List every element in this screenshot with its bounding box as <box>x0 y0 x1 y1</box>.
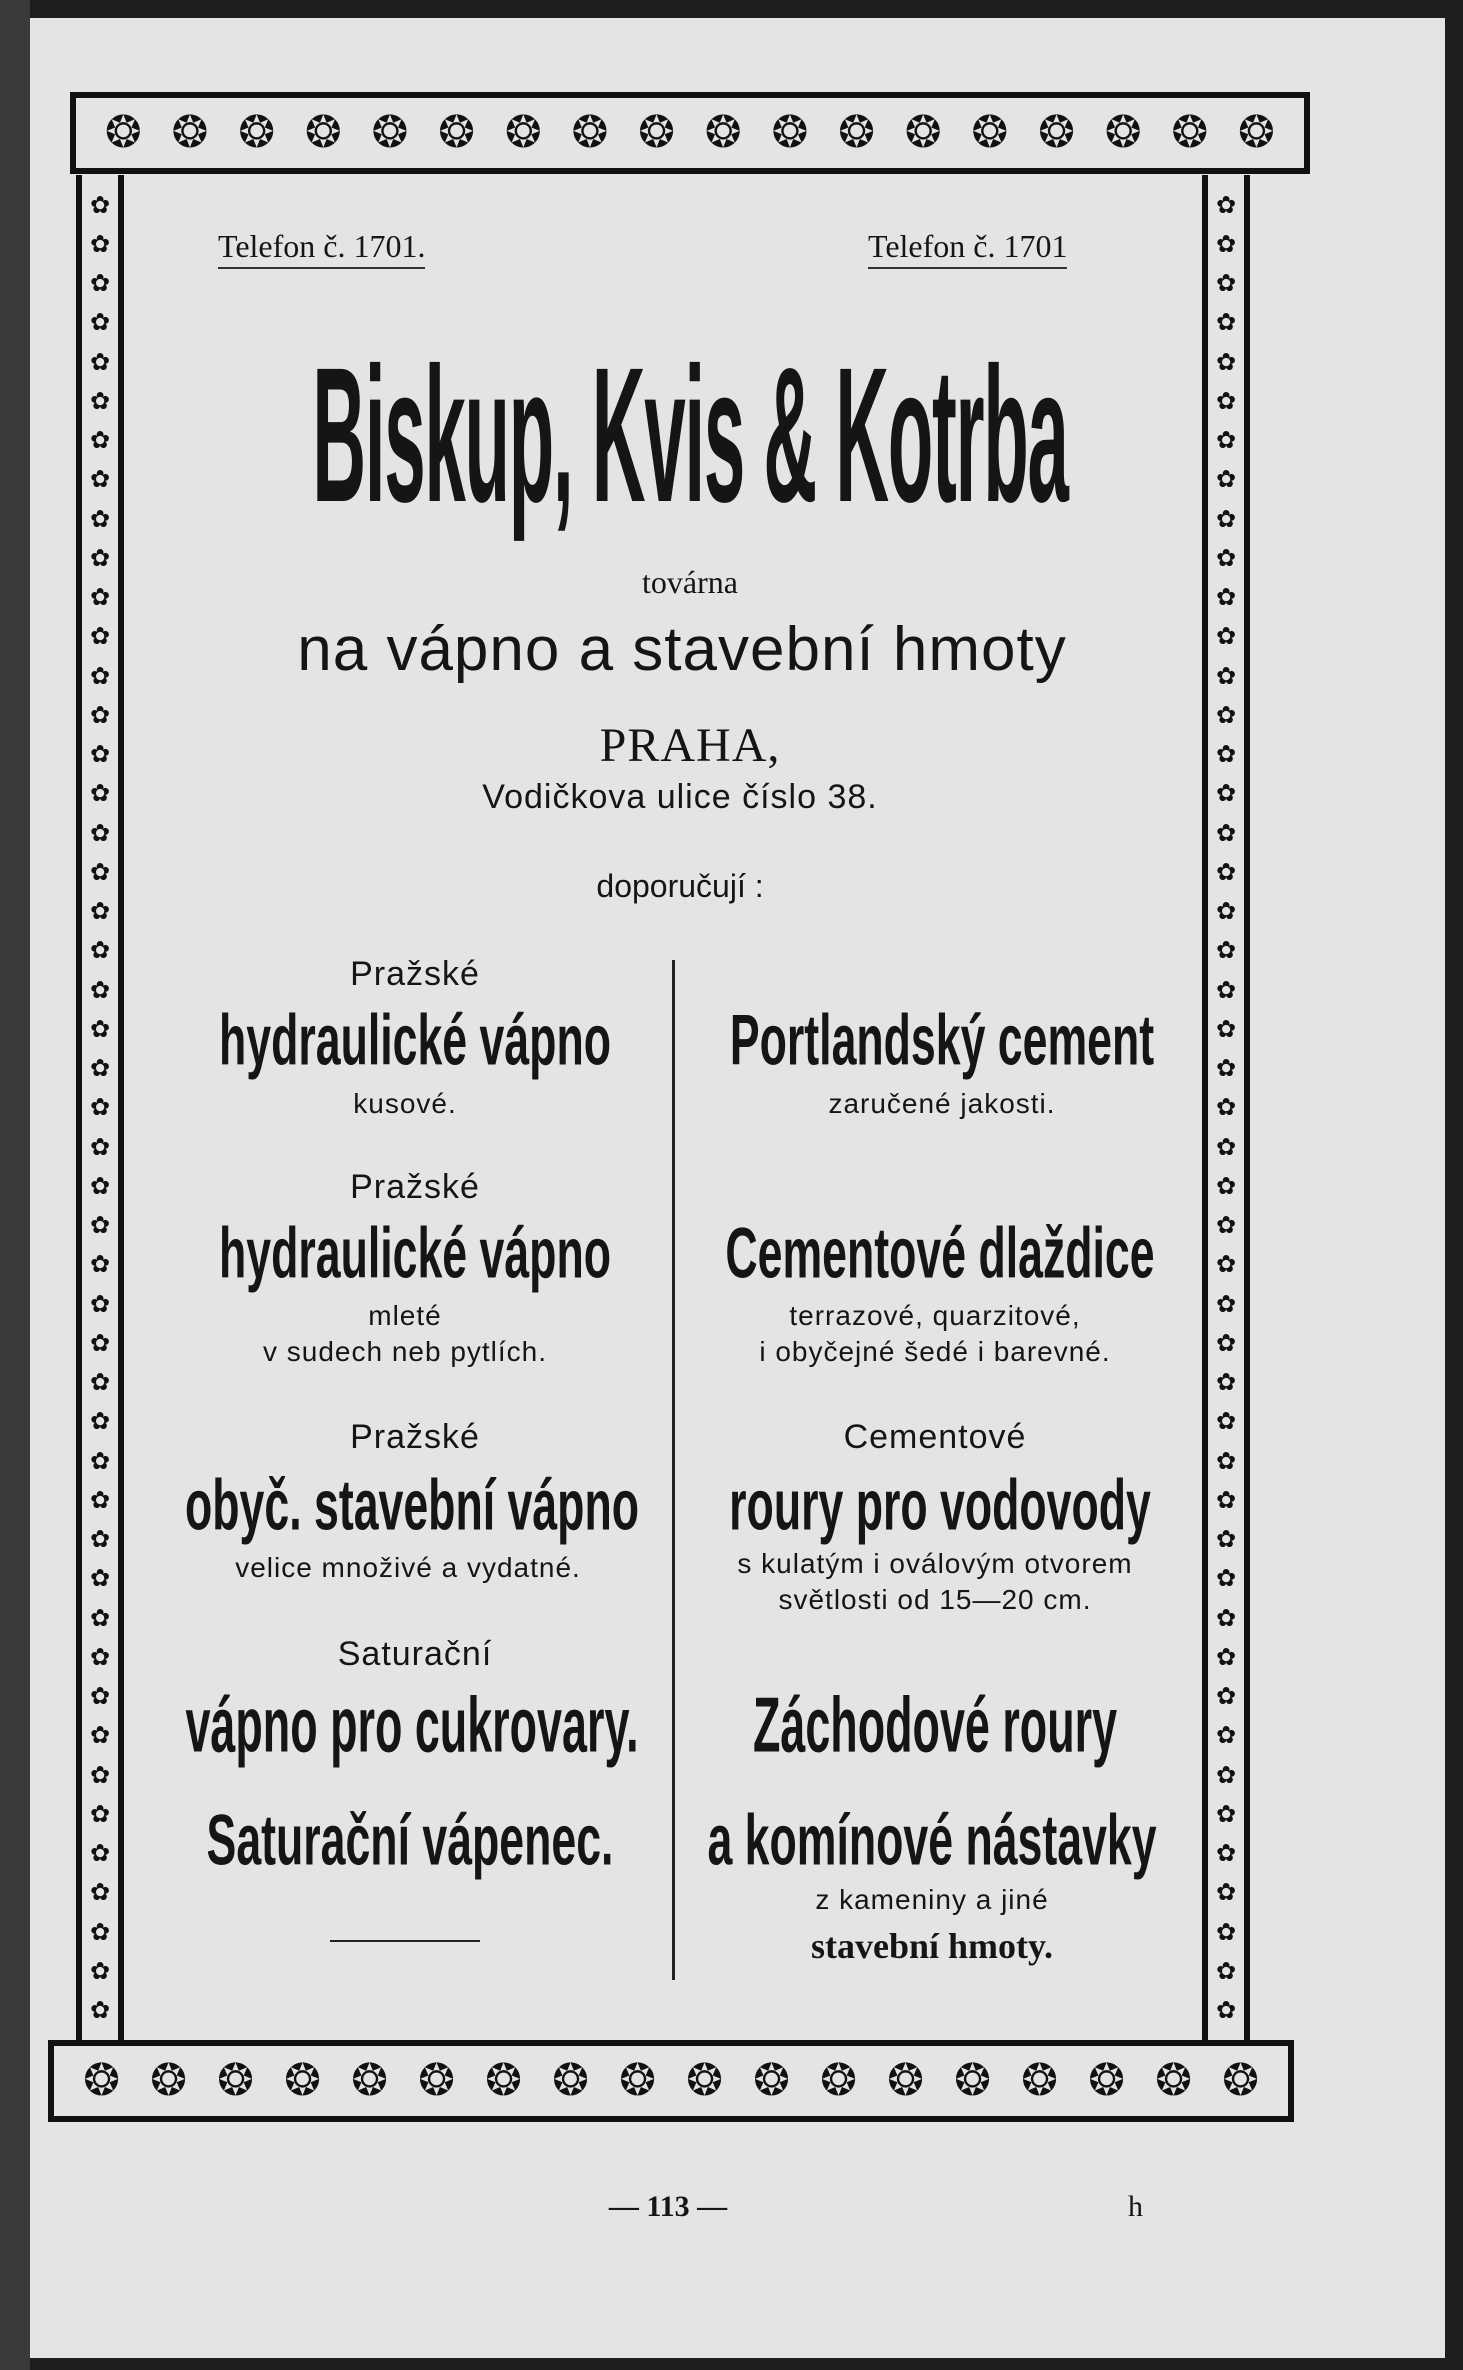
flower-icon: ✿ <box>89 190 111 219</box>
flower-icon: ✿ <box>89 229 111 258</box>
flower-icon: ✿ <box>89 1682 111 1711</box>
flower-icon: ✿ <box>1215 1054 1237 1083</box>
flower-icon: ✿ <box>89 1211 111 1240</box>
flower-icon: ✿ <box>1215 465 1237 494</box>
flower-icon: ✿ <box>89 622 111 651</box>
left-item-2-note: mleté <box>368 1300 442 1331</box>
left-item-2-pre: Pražské <box>350 1168 480 1206</box>
flower-icon: ✿ <box>1215 700 1237 729</box>
flower-icon: ✿ <box>1215 543 1237 572</box>
right-item-2-note: terrazové, quarzitové, <box>789 1300 1081 1331</box>
flower-icon: ✿ <box>1215 622 1237 651</box>
flower-icon: ✿ <box>1215 426 1237 455</box>
flower-icon: ✿ <box>89 583 111 612</box>
flower-icon: ✿ <box>89 543 111 572</box>
rosette-icon: ❂ <box>351 2055 388 2106</box>
left-rule <box>330 1940 480 1942</box>
flower-icon: ✿ <box>1215 661 1237 690</box>
flower-icon: ✿ <box>89 504 111 533</box>
flower-icon: ✿ <box>89 1799 111 1828</box>
flower-icon: ✿ <box>1215 1721 1237 1750</box>
flower-icon: ✿ <box>89 347 111 376</box>
rosette-icon: ❂ <box>619 2055 656 2106</box>
flower-icon: ✿ <box>1215 190 1237 219</box>
rosette-icon: ❂ <box>552 2055 589 2106</box>
rosette-icon: ❂ <box>217 2055 254 2106</box>
flower-icon: ✿ <box>89 1054 111 1083</box>
flower-icon: ✿ <box>1215 1996 1237 2025</box>
bottom-ornament-band <box>48 2040 1294 2122</box>
rosette-icon: ❂ <box>820 2055 857 2106</box>
rosette-icon: ❂ <box>686 2055 723 2106</box>
flower-icon: ✿ <box>89 779 111 808</box>
rosette-icon: ❂ <box>838 107 875 158</box>
rosette-icon: ❂ <box>887 2055 924 2106</box>
flower-icon: ✿ <box>1215 1132 1237 1161</box>
flower-icon: ✿ <box>89 1368 111 1397</box>
left-item-5-title: Saturační vápenec. <box>206 1801 614 1881</box>
flower-icon: ✿ <box>89 1642 111 1671</box>
right-item-1-title: Portlandský cement <box>729 1001 1155 1081</box>
rosette-icon: ❂ <box>1238 107 1275 158</box>
rosette-icon: ❂ <box>1104 107 1142 158</box>
top-ornament-band <box>70 92 1310 174</box>
rosette-icon: ❂ <box>438 107 476 158</box>
flower-icon: ✿ <box>1215 1525 1237 1554</box>
flower-icon: ✿ <box>1215 269 1237 298</box>
flower-icon: ✿ <box>89 1760 111 1789</box>
rosette-icon: ❂ <box>571 107 609 158</box>
rosette-icon: ❂ <box>704 107 742 158</box>
left-item-2-note2: v sudech neb pytlích. <box>262 1336 548 1367</box>
rosette-icon: ❂ <box>1171 107 1209 158</box>
rosette-icon: ❂ <box>1038 107 1075 158</box>
rosette-icon: ❂ <box>83 2055 120 2106</box>
flower-icon: ✿ <box>1215 1603 1237 1632</box>
flower-icon: ✿ <box>1215 1642 1237 1671</box>
rosette-icon: ❂ <box>485 2055 522 2106</box>
flower-icon: ✿ <box>89 1603 111 1632</box>
rosette-icon: ❂ <box>171 107 209 158</box>
flower-icon: ✿ <box>89 465 111 494</box>
flower-icon: ✿ <box>1215 229 1237 258</box>
rosette-icon: ❂ <box>104 107 142 158</box>
flower-icon: ✿ <box>89 818 111 847</box>
flower-icon: ✿ <box>1215 1211 1237 1240</box>
left-ornament-column <box>76 175 124 2040</box>
rosette-icon: ❂ <box>971 107 1009 158</box>
flower-icon: ✿ <box>1215 1328 1237 1357</box>
right-item-2-note2: i obyčejné šedé i barevné. <box>759 1336 1111 1367</box>
rosette-icon: ❂ <box>1021 2055 1058 2106</box>
flower-icon: ✿ <box>1215 1407 1237 1436</box>
flower-icon: ✿ <box>1215 1485 1237 1514</box>
left-item-4-pre: Saturační <box>337 1635 493 1673</box>
flower-icon: ✿ <box>1215 740 1237 769</box>
right-item-3-pre: Cementové <box>843 1418 1027 1456</box>
rosette-icon: ❂ <box>371 107 409 158</box>
rosette-icon: ❂ <box>753 2055 790 2106</box>
company-address: Vodičkova ulice číslo 38. <box>482 778 878 816</box>
rosette-icon: ❂ <box>954 2055 991 2106</box>
rosette-icon: ❂ <box>284 2055 321 2106</box>
rosette-icon: ❂ <box>418 2055 455 2106</box>
flower-icon: ✿ <box>89 936 111 965</box>
flower-icon: ✿ <box>1215 975 1237 1004</box>
flower-icon: ✿ <box>89 1485 111 1514</box>
flower-icon: ✿ <box>1215 936 1237 965</box>
flower-icon: ✿ <box>1215 583 1237 612</box>
flower-icon: ✿ <box>1215 1564 1237 1593</box>
rosette-icon: ❂ <box>904 107 942 158</box>
flower-icon: ✿ <box>1215 1839 1237 1868</box>
right-item-3-title: roury pro vodovody <box>729 1466 1151 1546</box>
left-item-3-pre: Pražské <box>350 1418 480 1456</box>
flower-icon: ✿ <box>89 1093 111 1122</box>
rosette-icon: ❂ <box>638 107 676 158</box>
rosette-icon: ❂ <box>504 107 542 158</box>
rosette-icon: ❂ <box>1222 2055 1259 2106</box>
flower-icon: ✿ <box>89 661 111 690</box>
company-city: PRAHA, <box>599 719 781 772</box>
flower-icon: ✿ <box>1215 1289 1237 1318</box>
flower-icon: ✿ <box>1215 818 1237 847</box>
flower-icon: ✿ <box>89 1014 111 1043</box>
rosette-icon: ❂ <box>1088 2055 1125 2106</box>
column-divider <box>672 960 675 1980</box>
flower-icon: ✿ <box>1215 1799 1237 1828</box>
flower-icon: ✿ <box>1215 1368 1237 1397</box>
flower-icon: ✿ <box>89 975 111 1004</box>
flower-icon: ✿ <box>89 1446 111 1475</box>
rosette-icon: ❂ <box>238 107 276 158</box>
flower-icon: ✿ <box>89 269 111 298</box>
left-item-2-title: hydraulické vápno <box>219 1214 611 1294</box>
phone-left: Telefon č. 1701. <box>218 228 425 269</box>
flower-icon: ✿ <box>89 1721 111 1750</box>
phone-right: Telefon č. 1701 <box>868 228 1067 269</box>
page-number: — 113 — <box>608 2190 728 2223</box>
right-item-5-note: z kameniny a jiné <box>815 1884 1049 1915</box>
flower-icon: ✿ <box>1215 1760 1237 1789</box>
flower-icon: ✿ <box>89 700 111 729</box>
rosette-icon: ❂ <box>150 2055 187 2106</box>
flower-icon: ✿ <box>1215 1171 1237 1200</box>
right-item-3-note: s kulatým i oválovým otvorem <box>737 1548 1133 1579</box>
flower-icon: ✿ <box>1215 347 1237 376</box>
flower-icon: ✿ <box>89 308 111 337</box>
flower-icon: ✿ <box>89 1525 111 1554</box>
flower-icon: ✿ <box>1215 1014 1237 1043</box>
flower-icon: ✿ <box>89 1250 111 1279</box>
flower-icon: ✿ <box>1215 897 1237 926</box>
flower-icon: ✿ <box>89 897 111 926</box>
flower-icon: ✿ <box>1215 1250 1237 1279</box>
flower-icon: ✿ <box>89 426 111 455</box>
flower-icon: ✿ <box>1215 1446 1237 1475</box>
flower-icon: ✿ <box>1215 1956 1237 1985</box>
right-item-5-title: a komínové nástavky <box>707 1801 1157 1881</box>
right-item-3-note2: světlosti od 15—20 cm. <box>778 1584 1092 1615</box>
flower-icon: ✿ <box>89 1839 111 1868</box>
flower-icon: ✿ <box>89 1132 111 1161</box>
flower-icon: ✿ <box>89 857 111 886</box>
flower-icon: ✿ <box>89 1878 111 1907</box>
right-item-2-title: Cementové dlaždice <box>725 1214 1155 1294</box>
flower-icon: ✿ <box>89 1289 111 1318</box>
right-ornament-column <box>1202 175 1250 2040</box>
company-subtitle-small: továrna <box>642 564 738 600</box>
flower-icon: ✿ <box>89 1564 111 1593</box>
left-item-3-note: velice množivé a vydatné. <box>235 1552 581 1583</box>
rosette-icon: ❂ <box>1155 2055 1192 2106</box>
flower-icon: ✿ <box>1215 1682 1237 1711</box>
flower-icon: ✿ <box>1215 779 1237 808</box>
company-name: Biskup, Kvis & Kotrba <box>312 328 1068 543</box>
flower-icon: ✿ <box>1215 308 1237 337</box>
flower-icon: ✿ <box>89 1917 111 1946</box>
flower-icon: ✿ <box>89 1956 111 1985</box>
flower-icon: ✿ <box>89 1996 111 2025</box>
flower-icon: ✿ <box>1215 1093 1237 1122</box>
left-item-1-title: hydraulické vápno <box>219 1001 611 1081</box>
flower-icon: ✿ <box>89 1328 111 1357</box>
company-subtitle-large: na vápno a stavební hmoty <box>297 615 1067 684</box>
page-mark: h <box>1128 2190 1143 2223</box>
left-item-3-title: obyč. stavební vápno <box>185 1466 639 1546</box>
recommend-label: doporučují : <box>596 868 764 904</box>
rosette-icon: ❂ <box>304 107 342 158</box>
right-item-1-note: zaručené jakosti. <box>828 1088 1056 1119</box>
left-item-1-pre: Pražské <box>350 955 480 993</box>
scan-edge <box>0 0 30 2370</box>
flower-icon: ✿ <box>89 386 111 415</box>
flower-icon: ✿ <box>1215 857 1237 886</box>
flower-icon: ✿ <box>1215 386 1237 415</box>
flower-icon: ✿ <box>1215 1917 1237 1946</box>
flower-icon: ✿ <box>89 740 111 769</box>
left-item-1-note: kusové. <box>353 1088 457 1119</box>
flower-icon: ✿ <box>89 1407 111 1436</box>
right-item-5-note2: stavební hmoty. <box>810 1926 1054 1966</box>
left-item-4-title: vápno pro cukrovary. <box>185 1681 639 1769</box>
flower-icon: ✿ <box>1215 504 1237 533</box>
flower-icon: ✿ <box>1215 1878 1237 1907</box>
flower-icon: ✿ <box>89 1171 111 1200</box>
right-item-4-title: Záchodové roury <box>752 1681 1118 1769</box>
rosette-icon: ❂ <box>771 107 809 158</box>
